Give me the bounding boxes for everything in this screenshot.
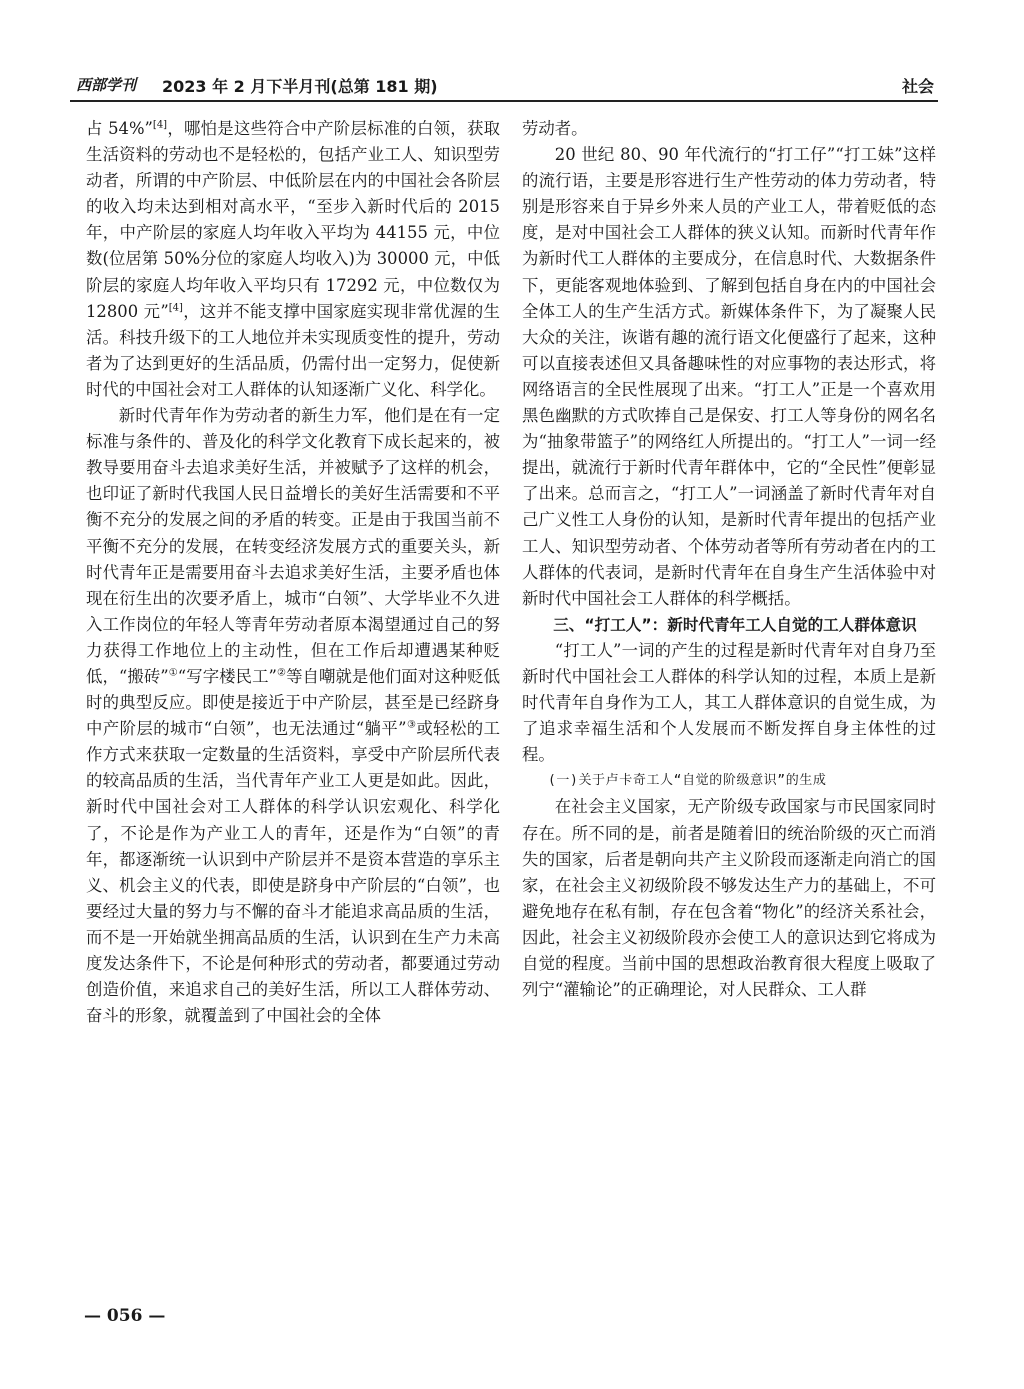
left-column: [86, 116, 500, 1029]
footnote-marker: ②: [276, 667, 287, 679]
footnote-marker: ①: [168, 667, 178, 679]
text-run: “写字楼民工”: [177, 666, 277, 686]
text-run: ，哪怕是这些符合中产阶层标准的白领，获取生活资料的劳动也不是轻松的，包括产业工人、知识型劳动者，所谓的中产阶层、中低阶层在内的中国社会各阶层的收入均未达到相对高水平，“至步入新时代后的 2015 年，中产阶层的家庭人均年收入平均为 44155 元，中位数(位居第 50%分位的家庭人均收入)为 30000 元，中低阶层的家庭人均年收入平均只有 17292 元，中位数仅为 12800 元”: [86, 119, 500, 321]
right-paragraph-0: 劳动者。: [522, 119, 588, 138]
right-paragraph-3: 在社会主义国家，无产阶级专政国家与市民国家同时存在。所不同的是，前者是随着旧的统治阶级的灭亡而消失的国家，后者是朝向共产主义阶段而逐渐走向消亡的国家，在社会主义初级阶段不够发达生产力的基础上，不可避免地存在私有制，存在包含着“物化”的经济关系社会，因此，社会主义初级阶段亦会使工人的意识达到它将成为自觉的程度。当前中国的思想政治教育很大程度上吸取了列宁“灌输论”的正确理论，对人民群众、工人群: [522, 797, 936, 1000]
right-paragraph-1: 20 世纪 80、90 年代流行的“打工仔”“打工妹”这样的流行语，主要是形容进行生产性劳动的体力劳动者，特别是形容来自于异乡外来人员的产业工人，带着贬低的态度，是对中国社会工人群体的狭义认知。而新时代青年作为新时代工人群体的主要成分，在信息时代、大数据条件下，更能客观地体验到、了解到包括自身在内的中国社会全体工人的生产生活方式。新媒体条件下，为了凝聚人民大众的关注，诙谐有趣的流行语文化便盛行了起来，这种可以直接表述但又具备趣味性的对应事物的表达形式，将网络语言的全民性展现了出来。“打工人”正是一个喜欢用黑色幽默的方式吹捧自己是保安、打工人等身份的网名名为“抽象带篮子”的网络红人所提出的。“打工人”一词一经提出，就流行于新时代青年群体中，它的“全民性”便彰显了出来。总而言之，“打工人”一词涵盖了新时代青年对自己广义性工人身份的认知，是新时代青年提出的包括产业工人、知识型劳动者、个体劳动者等所有劳动者在内的工人群体的代表词，是新时代青年在自身生产生活体验中对新时代中国社会工人群体的科学概括。: [522, 145, 936, 608]
right-column: [522, 116, 936, 1003]
text-run: 新时代青年作为劳动者的新生力军，他们是在有一定标准与条件的、普及化的科学文化教育下成长起来的，被教导要用奋斗去追求美好生活，并被赋予了这样的机会，也印证了新时代我国人民日益增长的美好生活需要和不平衡不充分的发展之间的矛盾的转变。正是由于我国当前不平衡不充分的发展，在转变经济发展方式的重要关头，新时代青年正是需要用奋斗去追求美好生活，主要矛盾也体现在衍生出的次要矛盾上，城市“白领”、大学毕业不久进入工作岗位的年轻人等青年劳动者原本渴望通过自己的努力获得工作地位上的主动性，但在工作后却遭遇某种贬低，“搬砖”: [86, 406, 500, 686]
left-paragraph-2: [86, 403, 500, 1029]
running-header: [70, 64, 938, 102]
citation: [4]: [168, 302, 183, 314]
citation: [4]: [152, 119, 168, 131]
text-run: 占 54%”: [86, 119, 153, 138]
issue-info: 2023 年 2 月下半月刊(总第 181 期): [162, 77, 438, 96]
section-heading: 三、“打工人”：新时代青年工人自觉的工人群体意识: [553, 615, 917, 634]
subsection-heading: (一)关于卢卡奇工人“自觉的阶级意识”的生成: [548, 773, 827, 789]
text-run: 或轻松的工作方式来获取一定数量的生活资料，享受中产阶层所代表的较高品质的生活，当代青年产业工人更是如此。因此，新时代中国社会对工人群体的科学认识宏观化、科学化了，不论是作为产业工人的青年，还是作为“白领”的青年，都逐渐统一认识到中产阶层并不是资本营造的享乐主义、机会主义的代表，即使是跻身中产阶层的“白领”，也要经过大量的努力与不懈的奋斗才能追求高品质的生活，而不是一开始就坐拥高品质的生活，认识到在生产力未高度发达条件下，不论是何种形式的劳动者，都要通过劳动创造价值，来追求自己的美好生活，所以工人群体劳动、奋斗的形象，就覆盖到了中国社会的全体: [86, 719, 500, 1026]
page-number: — 056 —: [84, 1306, 166, 1326]
text-run: 等自嘲就是他们面对这种贬低时的典型反应。即使是接近于中产阶层，甚至是已经跻身中产阶层的城市“白领”，也无法通过“躺平”: [86, 666, 501, 739]
left-paragraph-1: [86, 116, 500, 403]
section-name: 社会: [901, 77, 934, 96]
right-paragraph-2: “打工人”一词的产生的过程是新时代青年对自身乃至新时代中国社会工人群体的科学认知的过程，本质上是新时代青年自身作为工人，其工人群体意识的自觉生成，为了追求幸福生活和个人发展而不断发挥自身主体性的过程。: [522, 640, 936, 765]
footnote-marker: ③: [406, 719, 417, 731]
text-run: ，这并不能支撑中国家庭实现非常优渥的生活。科技升级下的工人地位并未实现质变性的提升，劳动者为了达到更好的生活品质，仍需付出一定努力，促使新时代的中国社会对工人群体的认知逐渐广义化、科学化。: [86, 301, 501, 399]
journal-logo: 西部学刊: [76, 76, 137, 94]
